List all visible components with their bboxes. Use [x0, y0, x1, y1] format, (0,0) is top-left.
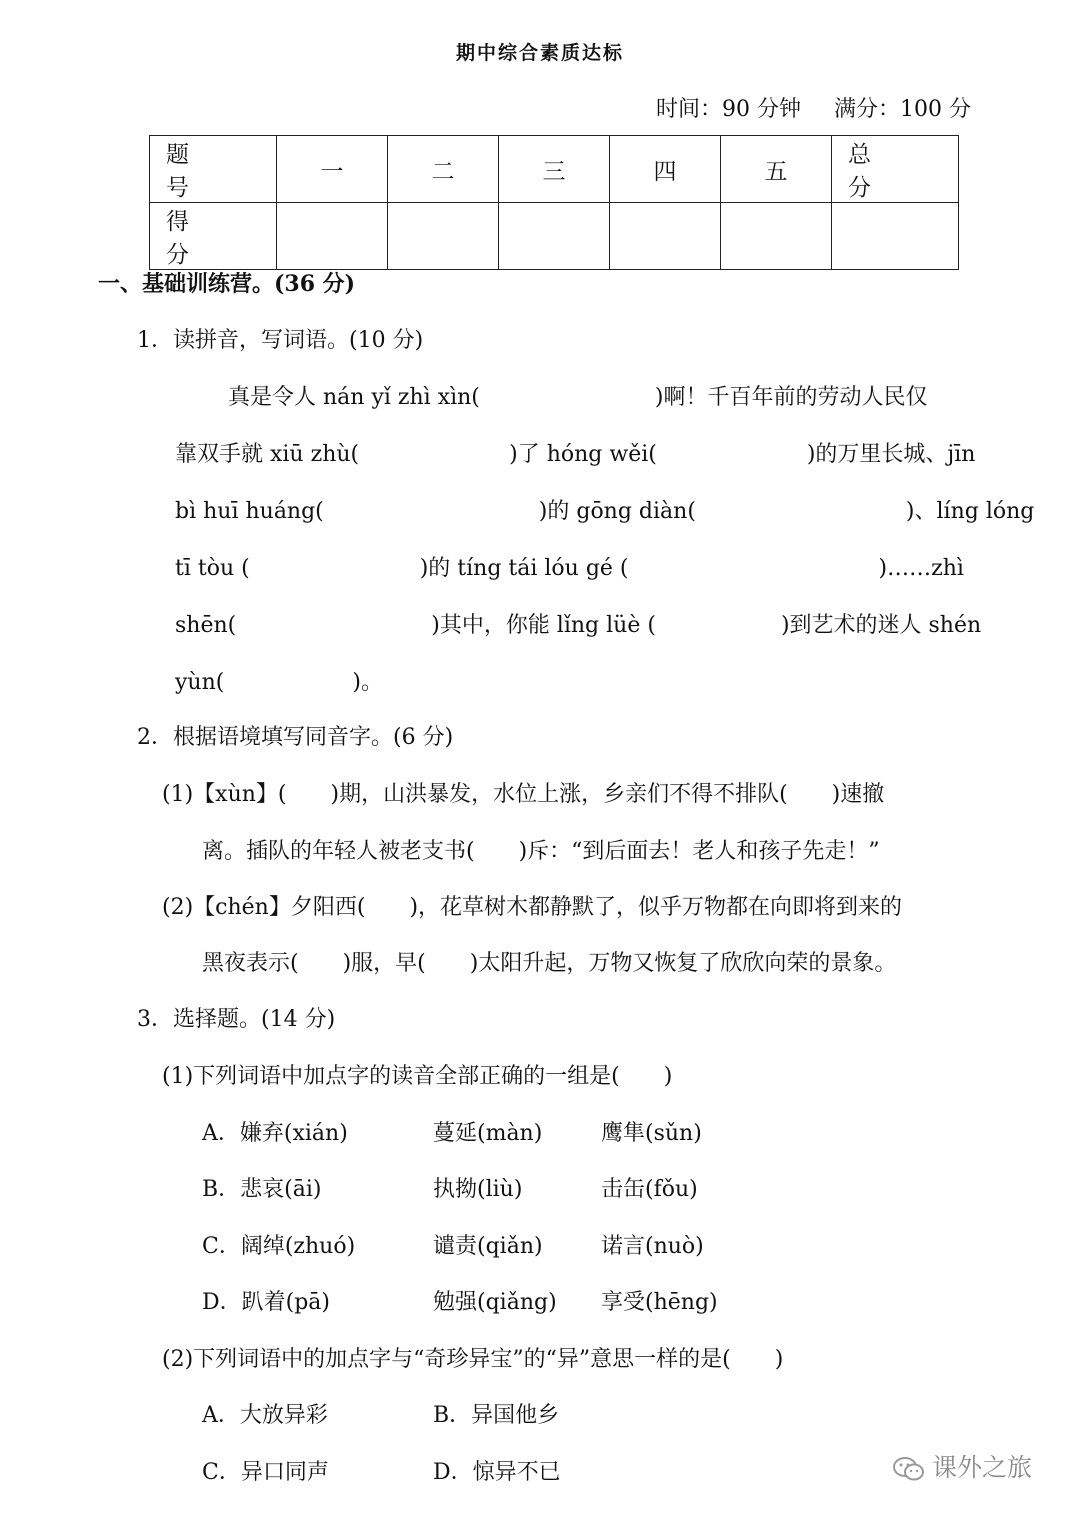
table-row [150, 136, 959, 203]
col-header: 五 [721, 136, 832, 203]
col-header: 四 [610, 136, 721, 203]
score-cell[interactable] [721, 203, 832, 270]
score-cell[interactable] [499, 203, 610, 270]
table-row [150, 203, 959, 270]
score-cell-total[interactable] [832, 203, 959, 270]
full-score: 满分：100 分 [834, 97, 971, 122]
col-header-total: 总 分 [832, 136, 959, 203]
question-line: 靠双手就 xiū zhù( )了 hóng wěi( )的万里长城、jīn [175, 442, 976, 467]
row-label-score: 得 分 [150, 203, 277, 270]
question-title: 1．读拼音，写词语。(10 分) [137, 328, 424, 353]
question-line: yùn( )。 [175, 670, 383, 695]
option-b[interactable]: B．悲哀(āi) [202, 1177, 322, 1202]
option-c[interactable]: C．异口同声 [202, 1460, 329, 1485]
score-cell[interactable] [388, 203, 499, 270]
wechat-icon [892, 1456, 926, 1482]
watermark-text: 课外之旅 [932, 1453, 1033, 1482]
question-stem: (2)下列词语中的加点字与“奇珍异宝”的“异”意思一样的是( ) [162, 1347, 784, 1372]
option-d-word: 勉强(qiǎng) [433, 1290, 557, 1315]
option-b-word: 击缶(fǒu) [601, 1177, 698, 1202]
exam-meta [656, 92, 971, 123]
question-line: shēn( )其中，你能 lǐng lüè ( )到艺术的迷人 shén [175, 613, 982, 638]
question-line: tī tòu ( )的 tíng tái lóu gé ( )……zhì [175, 556, 964, 581]
option-c-word: 谴责(qiǎn) [433, 1234, 543, 1259]
question-stem: (1)下列词语中加点字的读音全部正确的一组是( ) [162, 1064, 673, 1089]
col-header: 一 [277, 136, 388, 203]
option-c[interactable]: C．阔绰(zhuó) [202, 1234, 356, 1259]
option-a[interactable]: A．嫌弃(xián) [202, 1121, 348, 1146]
watermark [892, 1448, 1032, 1484]
option-c-word: 诺言(nuò) [601, 1234, 704, 1259]
question-line: (1)【xùn】( )期，山洪暴发，水位上涨，乡亲们不得不排队( )速撤 [162, 782, 885, 807]
col-header: 二 [388, 136, 499, 203]
score-table [149, 135, 959, 270]
question-title: 3．选择题。(14 分) [137, 1007, 336, 1032]
question-line: 真是令人 nán yǐ zhì xìn( )啊！千百年前的劳动人民仅 [228, 385, 928, 410]
option-a[interactable]: A．大放异彩 [202, 1403, 328, 1428]
option-d[interactable]: D．惊异不已 [433, 1460, 561, 1485]
page-title: 期中综合素质达标 [455, 42, 624, 64]
question-line: bì huī huáng( )的 gōng diàn( )、líng lóng [175, 499, 1035, 524]
question-title: 2．根据语境填写同音字。(6 分) [137, 725, 454, 750]
row-label-number: 题 号 [150, 136, 277, 203]
option-d[interactable]: D．趴着(pā) [202, 1290, 331, 1315]
score-cell[interactable] [277, 203, 388, 270]
option-b[interactable]: B．异国他乡 [433, 1403, 560, 1428]
time-limit: 时间：90 分钟 [656, 97, 801, 122]
question-line: 离。插队的年轻人被老支书( )斥：“到后面去！老人和孩子先走！” [202, 839, 880, 864]
option-a-word: 蔓延(màn) [433, 1121, 543, 1146]
option-b-word: 执拗(liù) [433, 1177, 523, 1202]
option-d-word: 享受(hēng) [601, 1290, 718, 1315]
section-heading: 一、基础训练营。(36 分) [98, 271, 356, 297]
question-line: 黑夜表示( )服，早( )太阳升起，万物又恢复了欣欣向荣的景象。 [202, 951, 897, 976]
question-line: (2)【chén】夕阳西( )，花草树木都静默了，似乎万物都在向即将到来的 [162, 895, 903, 920]
option-a-word: 鹰隼(sǔn) [601, 1121, 702, 1146]
col-header: 三 [499, 136, 610, 203]
score-cell[interactable] [610, 203, 721, 270]
